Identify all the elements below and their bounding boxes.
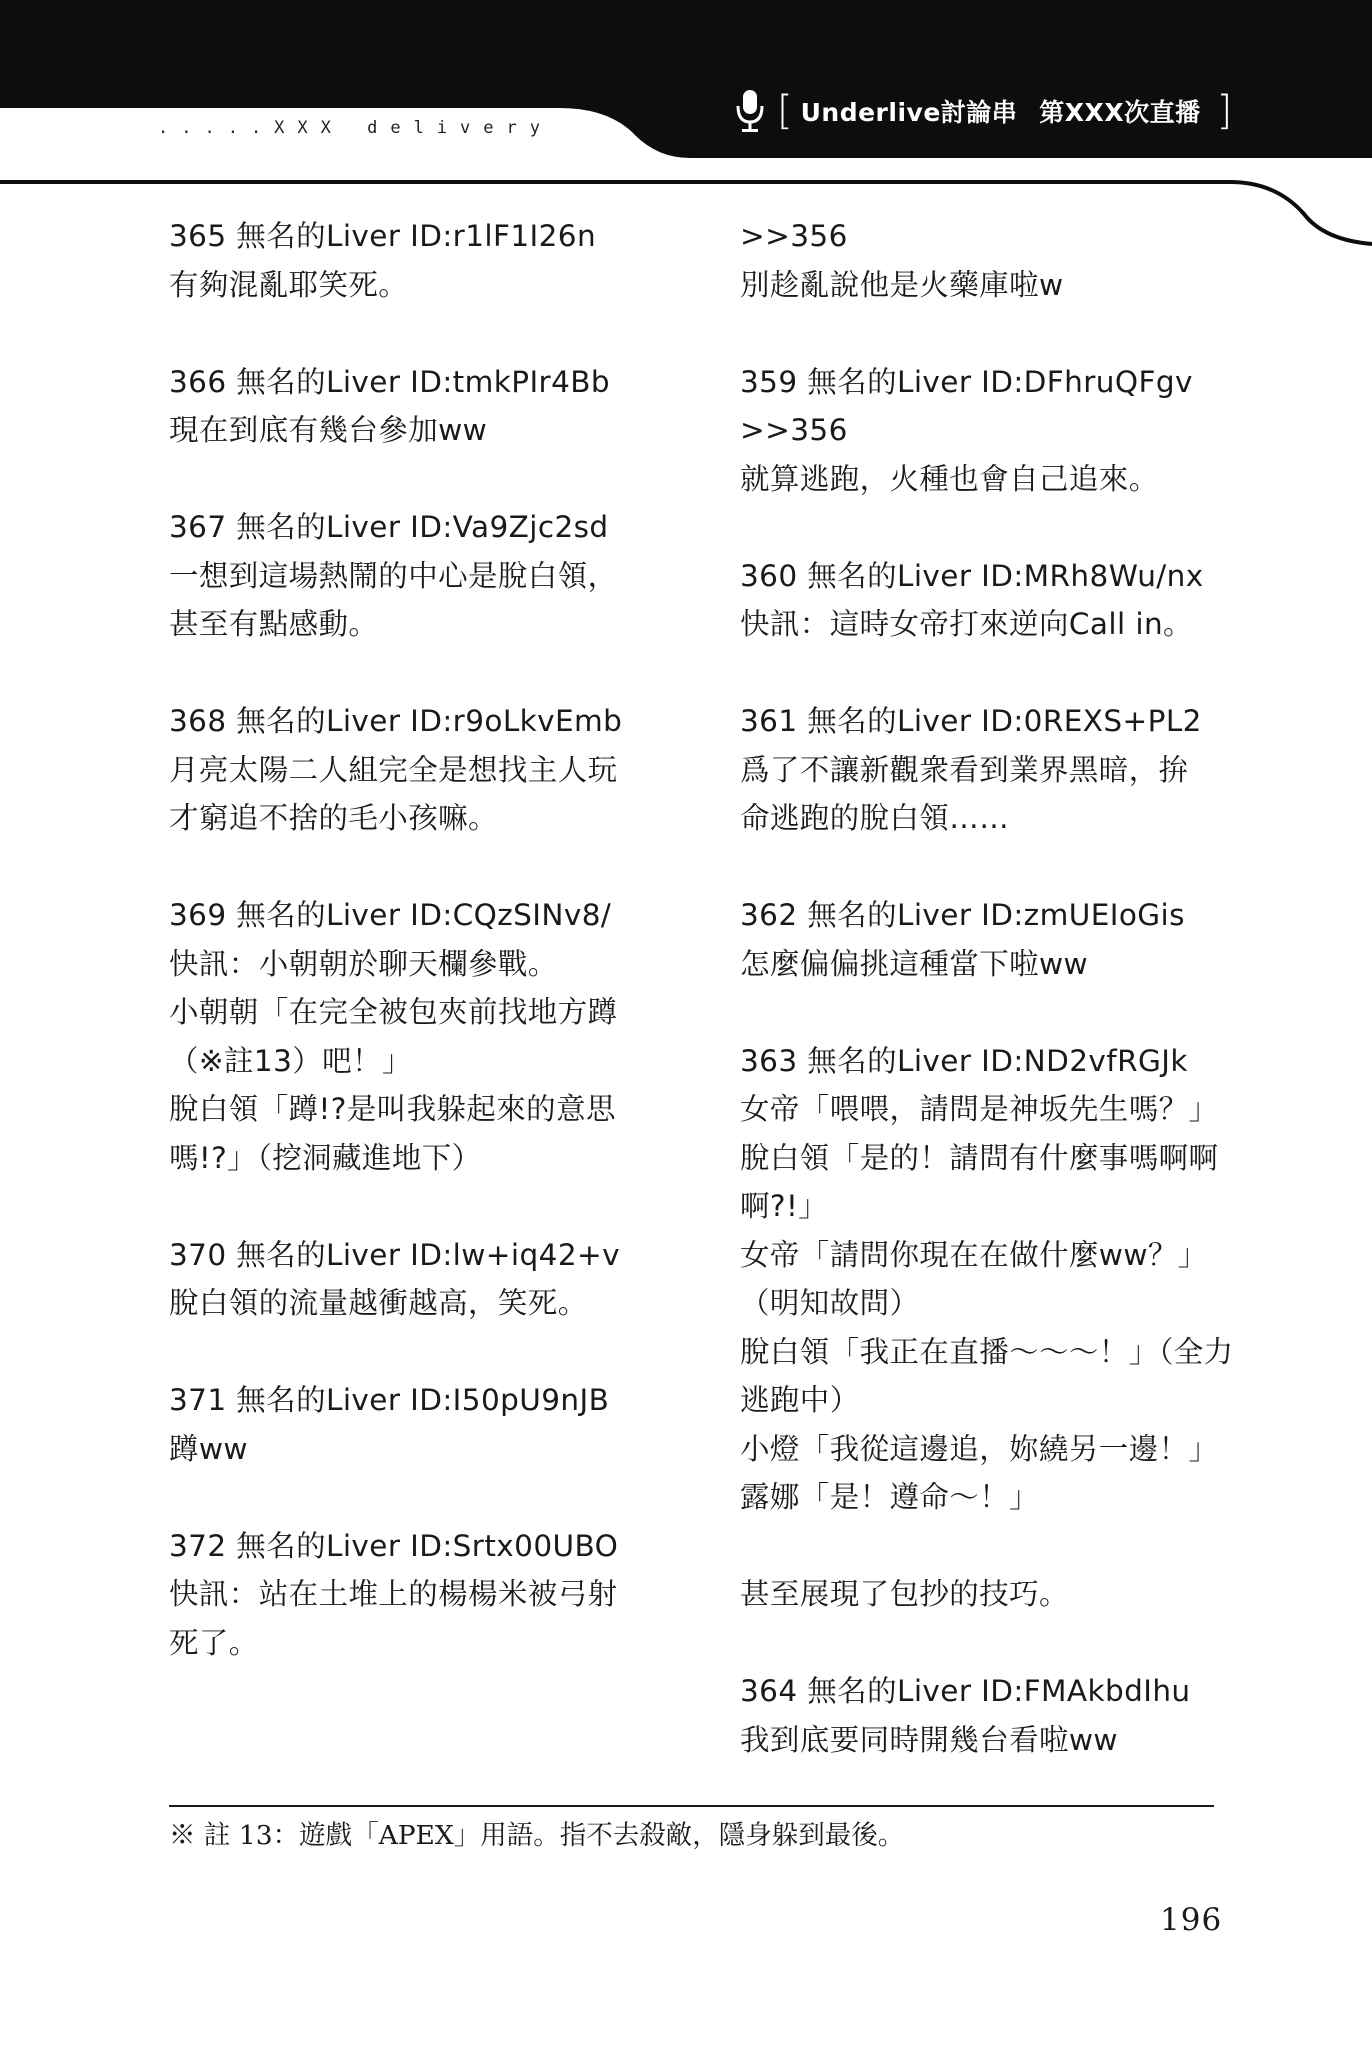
post-first-line: 365 無名的Liver ID:r1lF1I26n [169, 219, 597, 253]
post-line: 死了。 [169, 1625, 259, 1660]
post-line: 逃跑中） [740, 1383, 860, 1417]
post-line: 脫白領「我正在直播〜〜〜！」（全力 [740, 1334, 1234, 1369]
post-line: 女帝「請問你現在在做什麼ww？」 [740, 1237, 1208, 1272]
post-line: 脫白領的流量越衝越高，笑死。 [169, 1286, 588, 1320]
post-first-line: 369 無名的Liver ID:CQzSINv8/ [169, 898, 612, 932]
post-line: 脫白領「是的！請問有什麼事嗎啊啊 [740, 1140, 1219, 1175]
episode-label: 第XXX次直播 [1039, 98, 1201, 127]
post-first-line: 370 無名的Liver ID:lw+iq42+v [169, 1237, 620, 1272]
page-number: 196 [1160, 1902, 1223, 1938]
post-line: （※註13）吧！」 [169, 1043, 412, 1078]
post-line: 月亮太陽二人組完全是想找主人玩 [169, 752, 618, 787]
post-line: 脫白領「蹲!?是叫我躲起來的意思 [169, 1092, 616, 1126]
forum-post [169, 1231, 729, 1328]
forum-post [740, 552, 1300, 649]
post-first-line: 371 無名的Liver ID:I50pU9nJB [169, 1383, 610, 1417]
post-first-line: 360 無名的Liver ID:MRh8Wu/nx [740, 558, 1204, 593]
post-line: 啊?!」 [740, 1189, 829, 1223]
post-line: 一想到這場熱鬧的中心是脫白領， [169, 558, 618, 593]
forum-post [169, 358, 729, 455]
forum-post [169, 697, 729, 843]
forum-post [740, 1037, 1300, 1522]
post-line: 蹲ww [169, 1431, 248, 1466]
post-line: >>356 [740, 413, 848, 447]
post-first-line: 367 無名的Liver ID:Va9Zjc2sd [169, 510, 609, 544]
post-first-line: >>356 [740, 219, 848, 253]
post-first-line: 364 無名的Liver ID:FMAkbdIhu [740, 1674, 1191, 1708]
left-column [169, 212, 729, 1716]
forum-post [740, 1570, 1300, 1619]
post-line: 露娜「是！遵命〜！」 [740, 1480, 1040, 1514]
post-line: （明知故問） [740, 1286, 920, 1320]
post-line: 甚至有點感動。 [169, 607, 379, 641]
forum-post [169, 503, 729, 649]
microphone-icon [735, 89, 765, 133]
footnote-divider [169, 1805, 1214, 1807]
post-line: 小燈「我從這邊追，妳繞另一邊！」 [740, 1431, 1219, 1466]
post-line: 爲了不讓新觀衆看到業界黑暗，拚 [740, 752, 1189, 787]
right-column [740, 212, 1300, 1813]
forum-post [169, 212, 729, 309]
forum-post [169, 1376, 729, 1473]
post-line: 命逃跑的脫白領…… [740, 801, 1010, 835]
forum-post [169, 1522, 729, 1668]
post-line: 有夠混亂耶笑死。 [169, 267, 409, 302]
post-line: 女帝「喂喂，請問是神坂先生嗎？」 [740, 1092, 1219, 1126]
post-line: 嗎!?」（挖洞藏進地下） [169, 1140, 482, 1175]
post-line: 快訊：這時女帝打來逆向Call in。 [740, 607, 1193, 641]
post-line: 快訊：站在土堆上的楊楊米被弓射 [169, 1577, 618, 1611]
post-line: 我到底要同時開幾台看啦ww [740, 1722, 1118, 1757]
footnote: ※ 註 13：遊戲「APEX」用語。指不去殺敵，隱身躲到最後。 [169, 1820, 905, 1851]
post-first-line: 359 無名的Liver ID:DFhruQFgv [740, 364, 1193, 399]
running-title: .....XXX delivery [158, 118, 553, 138]
post-line: 現在到底有幾台參加ww [169, 413, 488, 447]
post-line: 快訊：小朝朝於聊天欄參戰。 [169, 946, 558, 981]
post-first-line: 362 無名的Liver ID:zmUEIoGis [740, 898, 1185, 932]
post-line: 怎麼偏偏挑這種當下啦ww [740, 946, 1089, 981]
post-first-line: 368 無名的Liver ID:r9oLkvEmb [169, 704, 623, 738]
post-first-line: 366 無名的Liver ID:tmkPIr4Bb [169, 364, 611, 399]
post-line: 才窮追不捨的毛小孩嘛。 [169, 801, 498, 835]
post-line: 就算逃跑，火種也會自己追來。 [740, 461, 1159, 496]
forum-post [740, 358, 1300, 504]
post-first-line: 甚至展現了包抄的技巧。 [740, 1577, 1069, 1611]
post-first-line: 372 無名的Liver ID:Srtx00UBO [169, 1528, 619, 1563]
thread-header [735, 86, 1232, 136]
forum-post [169, 891, 729, 1182]
forum-post [740, 1667, 1300, 1764]
bracket-open: [ [777, 88, 793, 134]
forum-post [740, 212, 1300, 309]
forum-post [740, 891, 1300, 988]
thread-title: Underlive討論串 [800, 98, 1018, 127]
forum-post [740, 697, 1300, 843]
post-line: 小朝朝「在完全被包夾前找地方蹲 [169, 995, 618, 1029]
bracket-close: ] [1216, 88, 1233, 134]
post-line: 別趁亂說他是火藥庫啦w [740, 267, 1064, 302]
post-first-line: 363 無名的Liver ID:ND2vfRGJk [740, 1043, 1188, 1078]
post-first-line: 361 無名的Liver ID:0REXS+PL2 [740, 704, 1202, 738]
